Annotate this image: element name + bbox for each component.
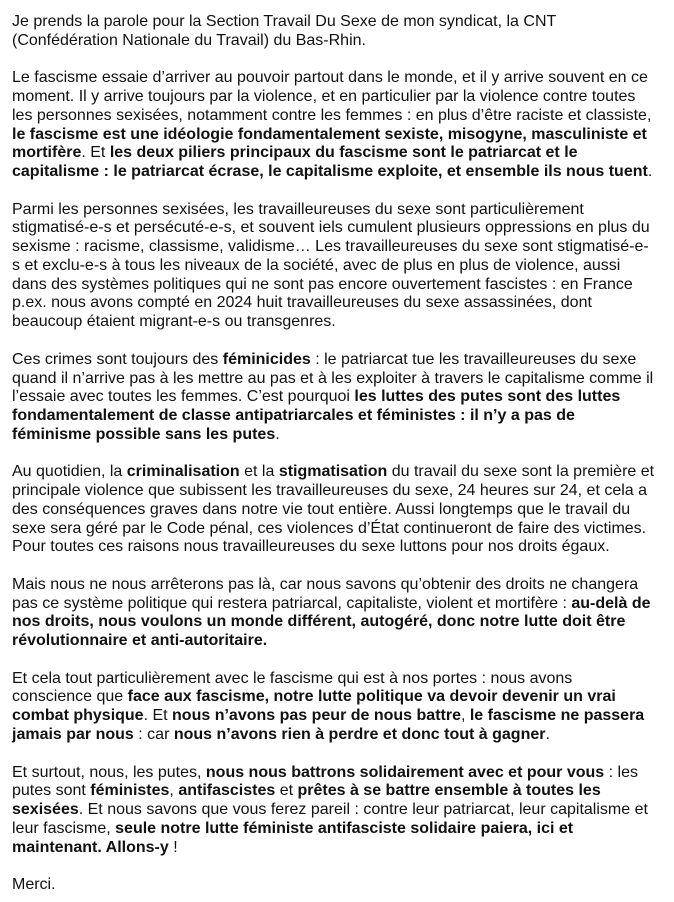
text-line <box>12 257 674 276</box>
text: moment. Il y arrive toujours par la violence, et en particulier par la violence contre toutes <box>12 88 636 106</box>
bold-text: criminalisation <box>126 463 240 481</box>
text-line <box>12 13 674 32</box>
text: ! <box>168 838 178 856</box>
text-line <box>12 69 674 88</box>
text: (Confédération Nationale du Travail) du Bas-Rhin. <box>12 31 366 49</box>
bold-text: les luttes des putes sont des luttes <box>354 388 621 406</box>
text-line <box>12 801 674 820</box>
text: pas ce système politique qui restera patriarcal, capitaliste, violent et mortifère : <box>12 594 572 612</box>
paragraph <box>12 201 674 332</box>
bold-text: au-delà de <box>571 594 651 612</box>
text: Le fascisme essaie d’arriver au pouvoir partout dans le monde, et il y arrive souvent en ce <box>12 69 648 87</box>
text-line <box>12 501 674 520</box>
text-line <box>12 482 674 501</box>
text-line <box>12 764 674 783</box>
text: des conséquences graves dans notre vie tout entière. Aussi longtemps que le travail du <box>12 500 631 518</box>
text-line <box>12 726 674 745</box>
text: : car <box>133 726 174 743</box>
text: et la <box>239 463 279 481</box>
bold-text: nous n’avons pas peur de nous battre <box>172 707 461 725</box>
text: . <box>545 726 550 743</box>
text-line <box>12 595 674 614</box>
text: Merci. <box>12 876 56 894</box>
text-line <box>12 632 674 651</box>
text: Et surtout, nous, les putes, <box>12 763 206 781</box>
text-line <box>12 276 674 295</box>
text: , <box>460 707 470 725</box>
bold-text: révolutionnaire et anti-autoritaire. <box>12 632 268 650</box>
text-line <box>12 707 674 726</box>
text-line <box>12 313 674 332</box>
text: sexe sera géré par le Code pénal, ces violences d’État continueront de faire des victimes. <box>12 519 647 537</box>
text: dans des systèmes politiques qui ne sont pas encore ouvertement fascistes : en France <box>12 275 633 293</box>
text-line <box>12 576 674 595</box>
text-line <box>12 126 674 145</box>
bold-text: prêtes à se battre ensemble à toutes les <box>297 782 601 800</box>
bold-text: sexisées <box>12 801 79 819</box>
bold-text: combat physique <box>12 707 144 725</box>
text-line <box>12 294 674 313</box>
text-line <box>12 820 674 839</box>
bold-text: nos droits, nous voulons un monde différent, autogéré, donc notre lutte doit être <box>12 613 626 631</box>
text: . Et nous savons que vous ferez pareil : contre leur patriarcat, leur capitalisme et <box>78 801 648 819</box>
text: Au quotidien, la <box>12 463 127 481</box>
text-line <box>12 538 674 557</box>
text-line <box>12 463 674 482</box>
text: Mais nous ne nous arrêterons pas là, car nous savons qu’obtenir des droits ne changera <box>12 575 639 593</box>
text: principale violence que subissent les travailleureuses du sexe, 24 heures sur 24, et cela a <box>12 482 648 500</box>
text: quand il n’arrive pas à les mettre au pas et à les exploiter à travers le capitalisme comme il <box>12 369 654 387</box>
bold-text: féminicides <box>222 350 311 368</box>
bold-text: stigmatisation <box>278 463 388 481</box>
bold-text: jamais par nous <box>12 726 134 743</box>
bold-text: nous n’avons rien à perdre et donc tout à gagner <box>173 726 546 743</box>
text-line <box>12 238 674 257</box>
text: Et cela tout particulièrement avec le fascisme qui est à nos portes : nous avons <box>12 669 573 687</box>
text-line <box>12 407 674 426</box>
text: sexisme : racisme, classisme, validisme… Les travailleureuses du sexe sont stigmatisé-e- <box>12 238 649 256</box>
text: Pour toutes ces raisons nous travailleureuses du sexe luttons pour nos droits égaux. <box>12 538 610 556</box>
text-line <box>12 163 674 182</box>
bold-text: maintenant. Allons-y <box>12 838 169 856</box>
text: . <box>275 425 280 443</box>
paragraph <box>12 69 674 182</box>
text: du travail du sexe sont la première et <box>387 463 655 481</box>
paragraph <box>12 576 674 651</box>
paragraph <box>12 463 674 557</box>
paragraph <box>12 670 674 745</box>
bold-text: fondamentalement de classe antipatriarcales et féministes : il n’y a pas de <box>12 407 575 425</box>
text-line <box>12 876 674 895</box>
text: . Et <box>81 144 110 162</box>
text: stigmatisé-e-s et persécuté-e-s, et souvent iels cumulent plusieurs oppressions en plus du <box>12 219 650 237</box>
bold-text: le fascisme ne passera <box>469 707 645 725</box>
text-line <box>12 613 674 632</box>
text: et <box>275 782 298 800</box>
text: s et exclu-e-s à tous les niveaux de la société, avec de plus en plus de violence, aussi <box>12 256 621 274</box>
text-line <box>12 144 674 163</box>
text-line <box>12 388 674 407</box>
text-line <box>12 670 674 689</box>
bold-text: féministes <box>90 782 170 800</box>
text-line <box>12 839 674 858</box>
text-line <box>12 688 674 707</box>
text-line <box>12 88 674 107</box>
bold-text: le fascisme est une idéologie fondamentalement sexiste, misogyne, masculiniste et <box>12 125 647 143</box>
bold-text: face aux fascisme, notre lutte politique va devoir devenir un vrai <box>127 688 616 706</box>
bold-text: capitalisme : le patriarcat écrase, le capitalisme exploite, et ensemble ils nous tuent <box>12 163 648 181</box>
text-line <box>12 782 674 801</box>
text: : les <box>604 763 638 781</box>
bold-text: antifascistes <box>178 782 276 800</box>
text-line <box>12 370 674 389</box>
text: leur fascisme, <box>12 819 116 837</box>
text-line <box>12 520 674 539</box>
text: Je prends la parole pour la Section Travail Du Sexe de mon syndicat, la CNT <box>12 13 557 30</box>
bold-text: les deux piliers principaux du fascisme sont le patriarcat et le <box>109 144 578 162</box>
text-line <box>12 351 674 370</box>
paragraph <box>12 13 674 51</box>
text-line <box>12 201 674 220</box>
text-line <box>12 426 674 445</box>
text: beaucoup étaient migrant-e-s ou transgenres. <box>12 313 336 331</box>
text: l’essaie avec toutes les femmes. C’est pourquoi <box>12 388 355 406</box>
bold-text: féminisme possible sans les putes <box>12 425 276 443</box>
bold-text: mortifère <box>12 144 82 162</box>
paragraph <box>12 351 674 445</box>
text-line <box>12 32 674 51</box>
text: conscience que <box>12 688 128 706</box>
text: . Et <box>143 707 173 725</box>
text: Parmi les personnes sexisées, les travailleureuses du sexe sont particulièrement <box>12 200 584 218</box>
paragraph <box>12 876 674 895</box>
text-line <box>12 219 674 238</box>
bold-text: seule notre lutte féministe antifasciste solidaire paiera, ici et <box>115 819 574 837</box>
text: Ces crimes sont toujours des <box>12 350 223 368</box>
text: . <box>647 163 653 181</box>
bold-text: nous nous battrons solidairement avec et pour vous <box>205 763 605 781</box>
text: p.ex. nous avons compté en 2024 huit travailleureuses du sexe assassinées, dont <box>12 294 592 312</box>
text-line <box>12 107 674 126</box>
text: putes sont <box>12 782 91 800</box>
paragraph <box>12 764 674 858</box>
text: : le patriarcat tue les travailleureuses du sexe <box>310 350 637 368</box>
text: , <box>169 782 179 800</box>
text: les personnes sexisées, notamment contre les femmes : en plus d’être raciste et classiste, <box>12 106 652 124</box>
